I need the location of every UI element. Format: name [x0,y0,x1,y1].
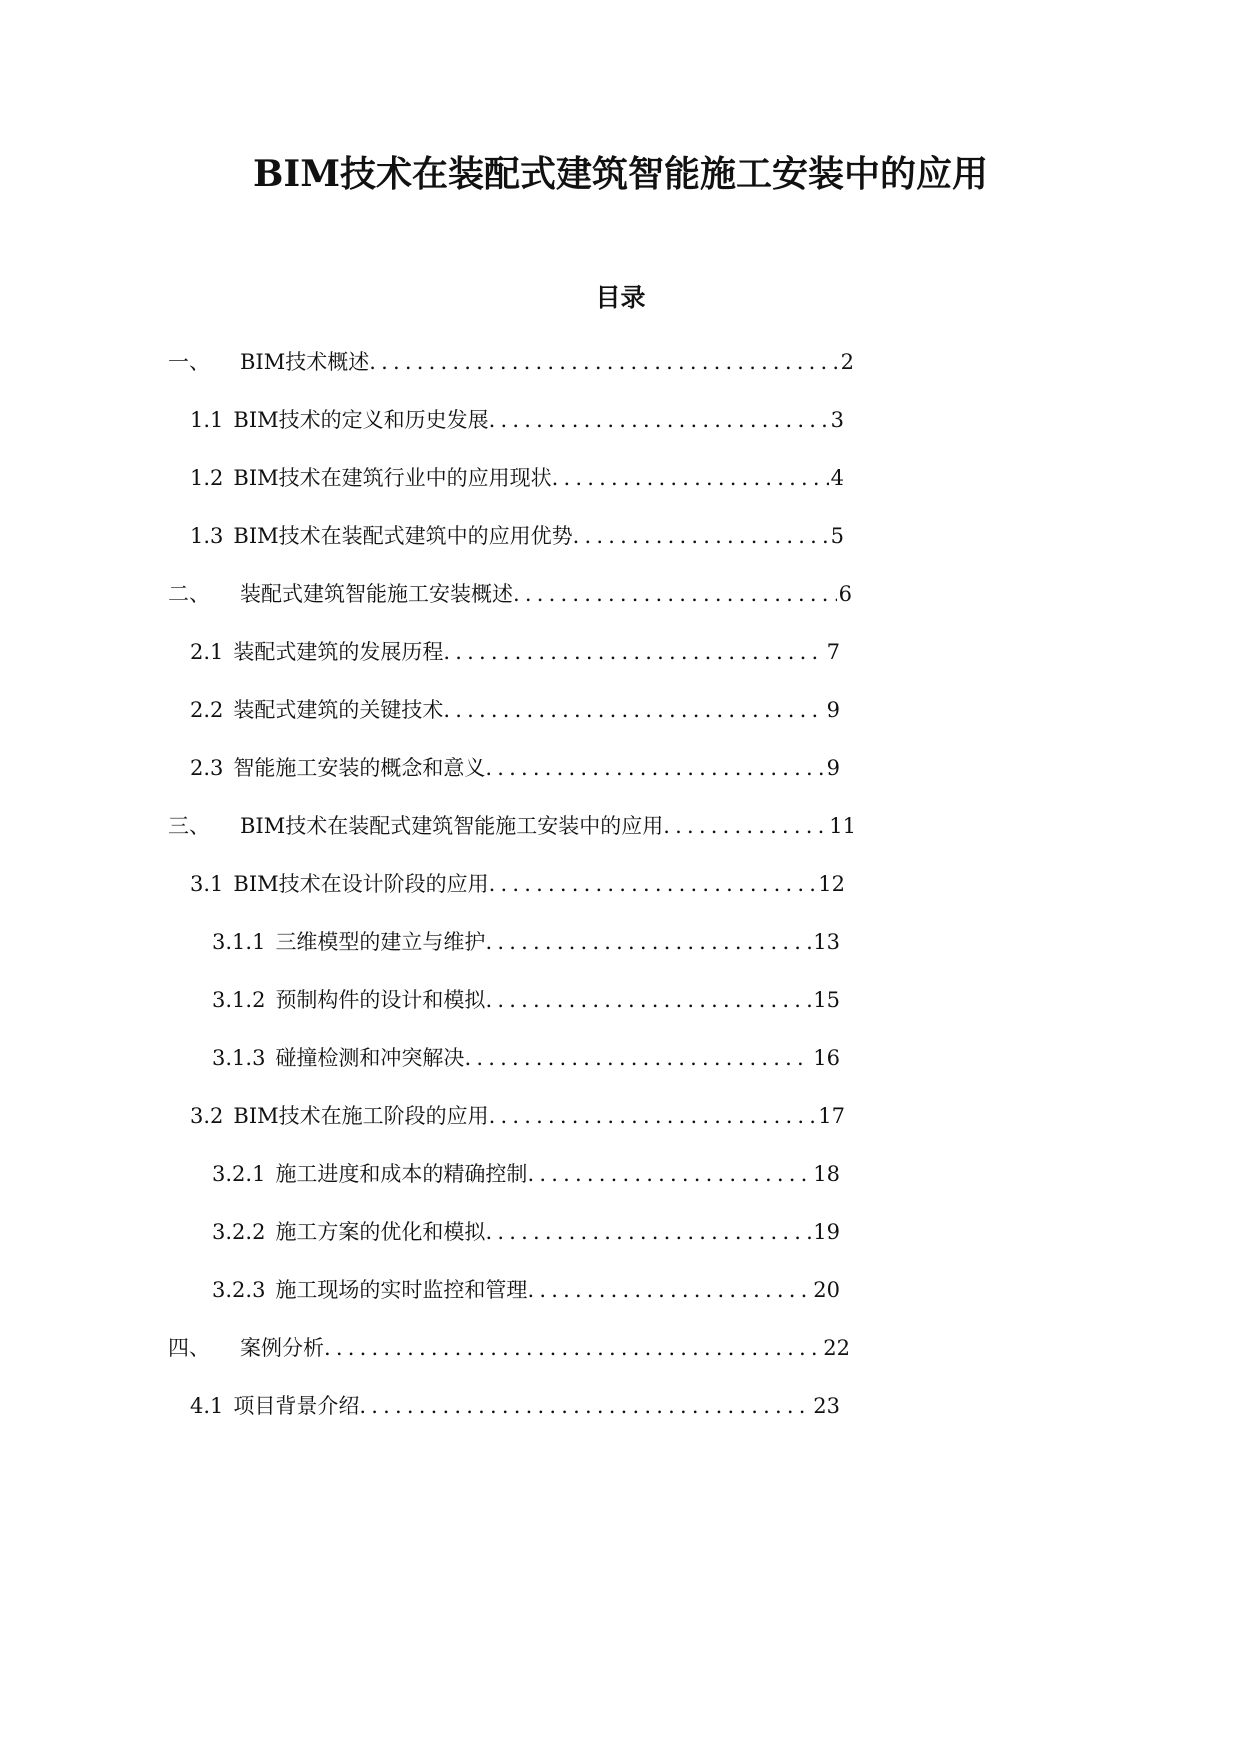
toc-entry-page: 22 [823,1336,850,1360]
toc-entry-text: BIM技术在施工阶段的应用 [233,1104,489,1128]
toc-entry[interactable] [190,750,840,786]
toc-entry-text: 项目背景介绍 [233,1394,360,1418]
toc-entry-text: BIM技术的定义和历史发展 [233,408,489,432]
toc-entry[interactable] [168,808,856,844]
toc-entry-page: 9 [826,756,840,780]
toc-dot-leader [443,692,824,728]
toc-entry[interactable] [190,866,845,902]
toc-dot-leader [485,750,824,786]
toc-entry-text: BIM技术在装配式建筑中的应用优势 [233,524,573,548]
toc-entry-text: 碰撞检测和冲突解决 [275,1046,465,1070]
toc-entry-text: BIM技术在设计阶段的应用 [233,872,489,896]
toc-entry-number: 3.2 [190,1104,224,1128]
toc-dot-leader [489,1098,817,1134]
toc-entry-text: 智能施工安装的概念和意义 [233,756,486,780]
toc-entry[interactable] [212,1040,840,1076]
toc-dot-leader [489,402,829,438]
toc-dot-leader [527,1272,811,1308]
toc-entry-page: 20 [813,1278,840,1302]
toc-dot-leader [489,866,817,902]
toc-heading: 目录 [595,283,646,312]
toc-entry-number: 3.1.2 [212,988,266,1012]
toc-entry-text: BIM技术概述 [240,350,370,374]
toc-entry-number: 3.1.1 [212,930,266,954]
toc-entry[interactable] [168,344,854,380]
toc-entry-page: 15 [813,988,840,1012]
toc-entry-page: 16 [813,1046,840,1070]
document-title: BIM技术在装配式建筑智能施工安装中的应用 [252,153,989,195]
toc-entry-text: 案例分析 [240,1336,324,1360]
toc-entry[interactable] [212,1214,840,1250]
toc-entry-number: 1.3 [190,524,224,548]
toc-entry-page: 13 [813,930,840,954]
toc-entry-page: 12 [818,872,845,896]
toc-entry-number: 2.3 [190,756,224,780]
toc-entry[interactable] [190,634,840,670]
toc-dot-leader [573,518,829,554]
toc-entry[interactable] [212,924,840,960]
toc-dot-leader [324,1330,821,1366]
toc-dot-leader [443,634,824,670]
toc-dot-leader [527,1156,811,1192]
toc-entry-page: 6 [838,582,852,606]
toc-entry-number: 3.2.2 [212,1220,266,1244]
toc-entry[interactable] [190,692,840,728]
toc-entry-page: 7 [826,640,840,664]
toc-entry-page: 2 [840,350,854,374]
toc-dot-leader [513,576,837,612]
toc-entry-text: 装配式建筑的发展历程 [233,640,444,664]
toc-entry-text: BIM技术在建筑行业中的应用现状 [233,466,552,490]
toc-entry-text: 施工方案的优化和模拟 [275,1220,486,1244]
toc-entry-page: 11 [829,814,856,838]
toc-entry-text: 预制构件的设计和模拟 [275,988,486,1012]
toc-entry[interactable] [190,1388,840,1424]
toc-entry-number: 1.1 [190,408,224,432]
toc-entry[interactable] [190,518,844,554]
toc-entry-number: 2.2 [190,698,224,722]
toc-entry-number: 4.1 [190,1394,224,1418]
toc-dot-leader [369,344,838,380]
toc-entry-text: 三维模型的建立与维护 [275,930,486,954]
toc-entry-text: 装配式建筑智能施工安装概述 [240,582,513,606]
toc-entry-number: 一、 [168,350,210,374]
toc-entry-number: 1.2 [190,466,224,490]
toc-entry-number: 3.2.1 [212,1162,266,1186]
toc-entry-page: 5 [830,524,844,548]
toc-entry[interactable] [190,1098,845,1134]
toc-entry-page: 17 [818,1104,845,1128]
toc-entry-text: BIM技术在装配式建筑智能施工安装中的应用 [240,814,664,838]
toc-entry-page: 19 [813,1220,840,1244]
toc-entry-page: 18 [813,1162,840,1186]
toc-entry-text: 施工现场的实时监控和管理 [275,1278,528,1302]
toc-entry[interactable] [212,1272,840,1308]
toc-entry-page: 9 [826,698,840,722]
toc-entry-text: 施工进度和成本的精确控制 [275,1162,528,1186]
toc-entry-page: 23 [813,1394,840,1418]
toc-entry-number: 二、 [168,582,210,606]
toc-dot-leader [485,924,811,960]
toc-dot-leader [485,1214,811,1250]
toc-entry[interactable] [190,402,844,438]
toc-dot-leader [485,982,811,1018]
toc-entry[interactable] [168,1330,850,1366]
toc-entry[interactable] [212,1156,840,1192]
toc-dot-leader [464,1040,811,1076]
toc-entry-number: 3.1 [190,872,224,896]
toc-entry-number: 四、 [168,1336,210,1360]
toc-entry-page: 3 [830,408,844,432]
toc-dot-leader [359,1388,811,1424]
toc-entry-text: 装配式建筑的关键技术 [233,698,444,722]
toc-entry-number: 3.1.3 [212,1046,266,1070]
toc-entry-number: 2.1 [190,640,224,664]
toc-dot-leader [552,460,829,496]
toc-entry[interactable] [190,460,844,496]
toc-entry-number: 三、 [168,814,210,838]
toc-entry-number: 3.2.3 [212,1278,266,1302]
toc-dot-leader [663,808,827,844]
toc-entry[interactable] [168,576,852,612]
toc-entry-page: 4 [830,466,844,490]
toc-entry[interactable] [212,982,840,1018]
